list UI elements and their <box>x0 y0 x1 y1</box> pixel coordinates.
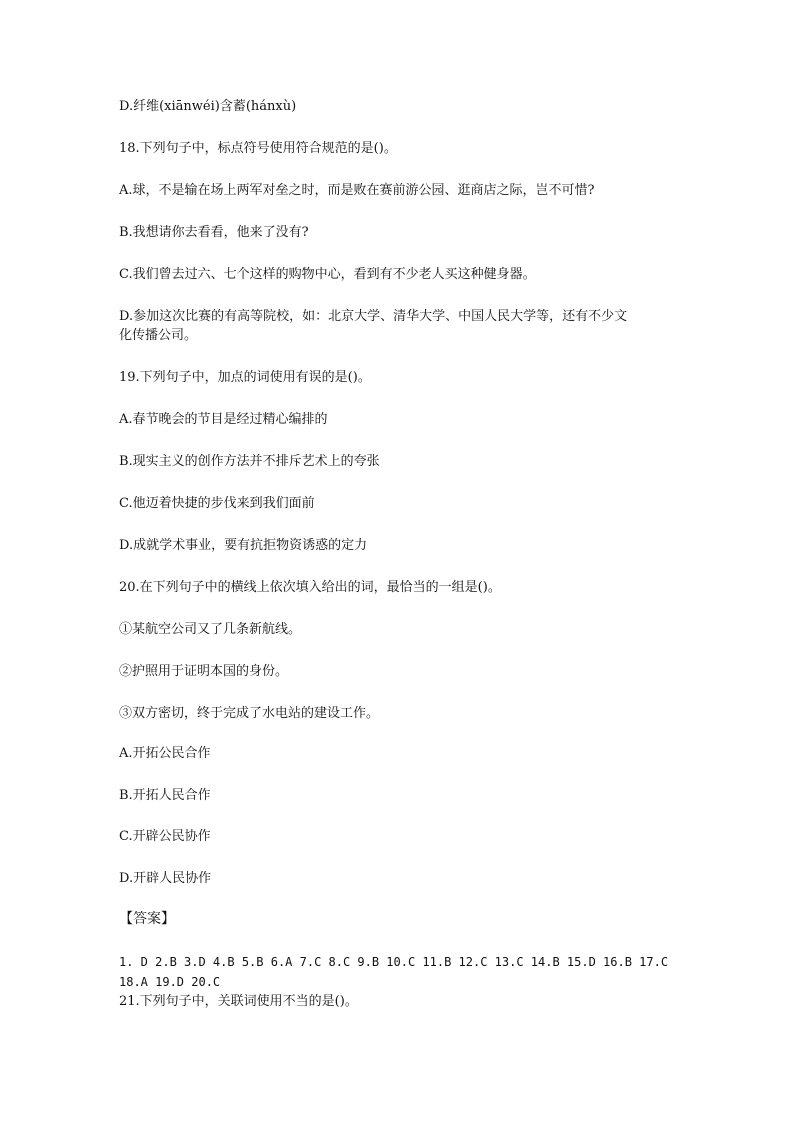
q18-stem: 18.下列句子中，标点符号使用符合规范的是()。 <box>119 141 397 156</box>
q21-stem: 21.下列句子中，关联词使用不当的是()。 <box>119 994 358 1009</box>
q17-option-d: D.纤维(xiānwéi)含蓄(hánxù) <box>119 99 297 114</box>
q20-sentence-2: ②护照用于证明本国的身份。 <box>119 664 289 679</box>
q20-stem: 20.在下列句子中的横线上依次填入给出的词，最恰当的一组是()。 <box>119 580 501 595</box>
answers-line-2: 18.A 19.D 20.C <box>119 975 221 989</box>
q18-option-d-line1: D.参加这次比赛的有高等院校，如：北京大学、清华大学、中国人民大学等，还有不少文 <box>119 309 628 324</box>
q19-option-a: A.春节晚会的节目是经过精心编排的 <box>119 412 328 427</box>
answers-line-1: 1. D 2.B 3.D 4.B 5.B 6.A 7.C 8.C 9.B 10.C 11.B 12.C 13.C 14.B 15.D 16.B 17.C <box>119 955 669 969</box>
q20-sentence-1: ①某航空公司又了几条新航线。 <box>119 622 302 637</box>
q18-option-a: A.球，不是输在场上两军对垒之时，而是败在赛前游公园、逛商店之际，岂不可惜? <box>119 183 595 198</box>
q18-option-c: C.我们曾去过六、七个这样的购物中心，看到有不少老人买这种健身器。 <box>119 267 536 282</box>
q20-option-c: C.开辟公民协作 <box>119 829 211 844</box>
q20-option-b: B.开拓人民合作 <box>119 788 211 803</box>
q20-sentence-3: ③双方密切，终于完成了水电站的建设工作。 <box>119 706 380 721</box>
q19-option-b: B.现实主义的创作方法并不排斥艺术上的夸张 <box>119 454 380 469</box>
q18-option-d-line2: 化传播公司。 <box>119 328 198 343</box>
q18-option-b: B.我想请你去看看，他来了没有? <box>119 225 309 240</box>
q19-stem: 19.下列句子中，加点的词使用有误的是()。 <box>119 370 371 385</box>
q20-option-a: A.开拓公民合作 <box>119 746 211 761</box>
q20-option-d: D.开辟人民协作 <box>119 871 212 886</box>
q19-option-d: D.成就学术事业，要有抗拒物资诱惑的定力 <box>119 538 368 553</box>
answers-heading: 【答案】 <box>119 911 175 927</box>
q19-option-c: C.他迈着快捷的步伐来到我们面前 <box>119 496 315 511</box>
